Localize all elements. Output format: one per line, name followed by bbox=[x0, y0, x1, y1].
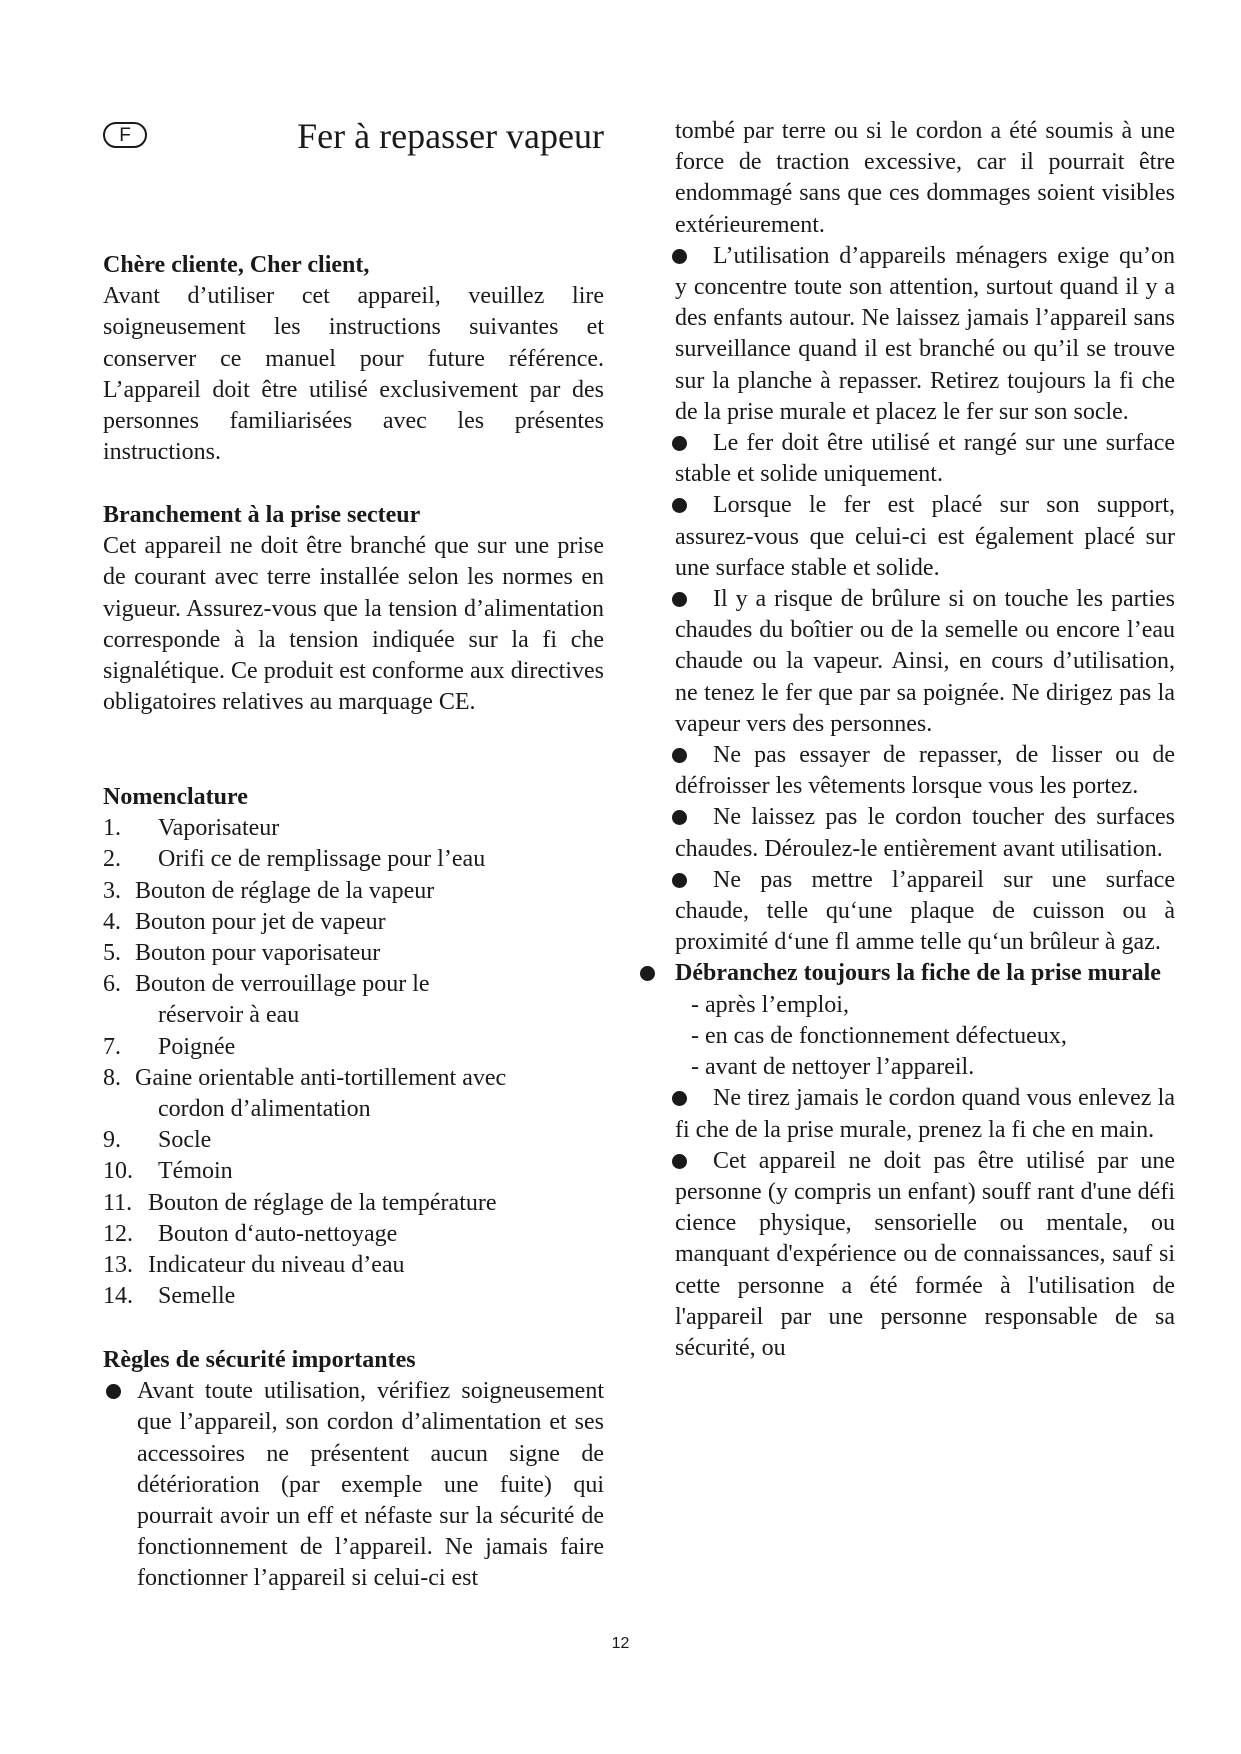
bullet-text: Avant toute utilisation, vérifiez soigneusement que l’appareil, son cordon d’alimentation et ses accessoires ne présentent aucun signe de détérioration (par exemple une fuite) qui pourrait avoir un eff et néfaste sur la sécurité de fonctionnement de l’appareil. Ne jamais faire fonctionner l’appareil si celui-ci est bbox=[137, 1378, 604, 1592]
page-title: Fer à repasser vapeur bbox=[297, 116, 604, 156]
item-text-continuation: cordon d’alimentation bbox=[158, 1096, 371, 1123]
safety-bullet bbox=[675, 241, 1175, 428]
item-number: 6. bbox=[103, 971, 121, 998]
list-item bbox=[103, 876, 604, 907]
bullet-icon bbox=[106, 1384, 121, 1399]
safety-heading: Règles de sécurité importantes bbox=[103, 1347, 416, 1373]
bullet-text: Le fer doit être utilisé et rangé sur une surface stable et solide uniquement. bbox=[675, 430, 1175, 488]
safety-bullet bbox=[675, 1083, 1175, 1145]
safety-bullet bbox=[675, 428, 1175, 490]
safety-bullet bbox=[675, 1146, 1175, 1364]
list-item: - avant de nettoyer l’appareil. bbox=[691, 1054, 975, 1081]
bullet-text: Ne pas mettre l’appareil sur une surface chaude, telle qu‘une plaque de cuisson ou à proximité d‘une fl amme telle qu‘un brûleur à gaz. bbox=[675, 866, 1175, 956]
item-text: Gaine orientable anti-tortillement avec bbox=[135, 1064, 507, 1091]
item-text: Bouton d‘auto-nettoyage bbox=[158, 1220, 398, 1247]
item-number: 12. bbox=[103, 1220, 133, 1247]
mains-section bbox=[103, 500, 604, 718]
list-item bbox=[103, 844, 604, 875]
bullet-icon bbox=[672, 249, 687, 264]
item-number: 4. bbox=[103, 908, 121, 935]
item-number: 7. bbox=[103, 1033, 121, 1060]
item-text: Bouton pour jet de vapeur bbox=[135, 908, 386, 935]
item-text: Témoin bbox=[158, 1158, 233, 1185]
item-text: Bouton de réglage de la vapeur bbox=[135, 877, 435, 904]
list-item bbox=[103, 813, 604, 844]
language-badge: F bbox=[103, 122, 147, 148]
bullet-text: Ne tirez jamais le cordon quand vous enlevez la fi che de la prise murale, prenez la fi che en main. bbox=[675, 1085, 1175, 1143]
unplug-heading: Débranchez toujours la fiche de la prise murale bbox=[675, 960, 1161, 987]
item-number: 1. bbox=[103, 815, 121, 842]
bullet-icon bbox=[672, 873, 687, 888]
item-number: 3. bbox=[103, 877, 121, 904]
unplug-bullet bbox=[675, 958, 1175, 989]
item-number: 13. bbox=[103, 1252, 133, 1279]
item-number: 5. bbox=[103, 940, 121, 967]
bullet-icon bbox=[672, 592, 687, 607]
list-item bbox=[103, 1156, 604, 1187]
safety-bullet bbox=[675, 584, 1175, 740]
item-number: 9. bbox=[103, 1127, 121, 1154]
item-number: 8. bbox=[103, 1064, 121, 1091]
bullet-icon bbox=[672, 810, 687, 825]
list-item bbox=[103, 1063, 604, 1125]
list-item bbox=[103, 907, 604, 938]
item-number: 2. bbox=[103, 846, 121, 873]
bullet-text: Lorsque le fer est placé sur son support, assurez-vous que celui-ci est également placé sur une surface stable et solide. bbox=[675, 492, 1175, 581]
bullet-icon bbox=[672, 1154, 687, 1169]
mains-heading: Branchement à la prise secteur bbox=[103, 502, 421, 528]
bullet-text: Il y a risque de brûlure si on touche les parties chaudes du boîtier ou de la semelle ou encore l’eau chaude ou la vapeur. Ainsi, en cours d’utilisation, ne tenez le fer que par sa poignée. Ne dirigez pas la vapeur vers des personnes. bbox=[675, 586, 1175, 737]
item-text: Orifi ce de remplissage pour l’eau bbox=[158, 846, 486, 873]
page-header bbox=[103, 118, 604, 168]
intro-heading: Chère cliente, Cher client, bbox=[103, 252, 370, 278]
bullet-icon bbox=[672, 748, 687, 763]
list-item bbox=[103, 969, 604, 1031]
safety-bullet bbox=[103, 1376, 604, 1594]
bullet-text: L’utilisation d’appareils ménagers exige qu’on y concentre toute son attention, surtout quand il y a des enfants autour. Ne laissez jamais l’appareil sans surveillance quand il est branché ou qu’il se trouve sur la planche à repasser. Retirez toujours la fi che de la prise murale et placez le fer sur son socle. bbox=[675, 242, 1175, 425]
safety-section bbox=[103, 1345, 604, 1595]
item-number: 14. bbox=[103, 1283, 133, 1310]
list-item: - en cas de fonctionnement défectueux, bbox=[691, 1022, 1067, 1049]
safety-bullet bbox=[675, 740, 1175, 802]
continuation-text: tombé par terre ou si le cordon a été soumis à une force de traction excessive, car il pourrait être endommagé sans que ces dommages soient visibles extérieurement. bbox=[675, 118, 1175, 238]
bullet-icon bbox=[640, 966, 655, 981]
item-number: 11. bbox=[103, 1189, 133, 1216]
list-item bbox=[103, 1032, 604, 1063]
bullet-icon bbox=[672, 1091, 687, 1106]
safety-bullet bbox=[675, 865, 1175, 959]
bullet-text: Ne pas essayer de repasser, de lisser ou de défroisser les vêtements lorsque vous les portez. bbox=[675, 742, 1175, 800]
item-text: Bouton de réglage de la température bbox=[148, 1189, 497, 1216]
nomenclature-heading: Nomenclature bbox=[103, 784, 248, 810]
list-item bbox=[103, 1281, 604, 1312]
mains-text: Cet appareil ne doit être branché que sur une prise de courant avec terre installée selon les normes en vigueur. Assurez-vous que la tension d’alimentation corresponde à la tension indiquée sur la fi che signalétique. Ce produit est conforme aux directives obligatoires relatives au marquage CE. bbox=[103, 533, 604, 716]
unplug-list bbox=[675, 990, 1175, 1084]
item-text: Bouton pour vaporisateur bbox=[135, 940, 381, 967]
nomenclature-section bbox=[103, 782, 604, 1312]
safety-continued bbox=[675, 116, 1175, 1364]
intro-text: Avant d’utiliser cet appareil, veuillez lire soigneusement les instructions suivantes et conserver ce manuel pour future référence. L’appareil doit être utilisé exclusivement par des personnes familiarisées avec les présentes instructions. bbox=[103, 283, 604, 466]
page-number: 12 bbox=[611, 1635, 630, 1652]
list-item bbox=[103, 1188, 604, 1219]
list-item bbox=[103, 1250, 604, 1281]
list-item bbox=[103, 938, 604, 969]
item-text: Socle bbox=[158, 1127, 212, 1154]
safety-bullet bbox=[675, 490, 1175, 584]
item-text: Bouton de verrouillage pour le bbox=[135, 971, 430, 998]
item-text: Vaporisateur bbox=[158, 815, 280, 842]
bullet-text: Cet appareil ne doit pas être utilisé par une personne (y compris un enfant) souff rant d'une défi cience physique, sensorielle ou mentale, ou manquant d'expérience ou de connaissances, sauf si cette personne a été formée à l'utilisation de l'appareil par une personne responsable de sa sécurité, ou bbox=[675, 1147, 1175, 1361]
item-text: Poignée bbox=[158, 1033, 236, 1060]
item-text: Semelle bbox=[158, 1283, 236, 1310]
bullet-text: Ne laissez pas le cordon toucher des surfaces chaudes. Déroulez-le entièrement avant utilisation. bbox=[675, 804, 1175, 862]
bullet-icon bbox=[672, 498, 687, 513]
bullet-icon bbox=[672, 436, 687, 451]
list-item bbox=[103, 1219, 604, 1250]
item-text-continuation: réservoir à eau bbox=[158, 1002, 300, 1029]
intro-section bbox=[103, 250, 604, 468]
nomenclature-list bbox=[103, 813, 604, 1312]
safety-bullet bbox=[675, 802, 1175, 864]
list-item bbox=[103, 1125, 604, 1156]
item-text: Indicateur du niveau d’eau bbox=[148, 1252, 405, 1279]
item-number: 10. bbox=[103, 1158, 133, 1185]
list-item: - après l’emploi, bbox=[691, 991, 849, 1018]
